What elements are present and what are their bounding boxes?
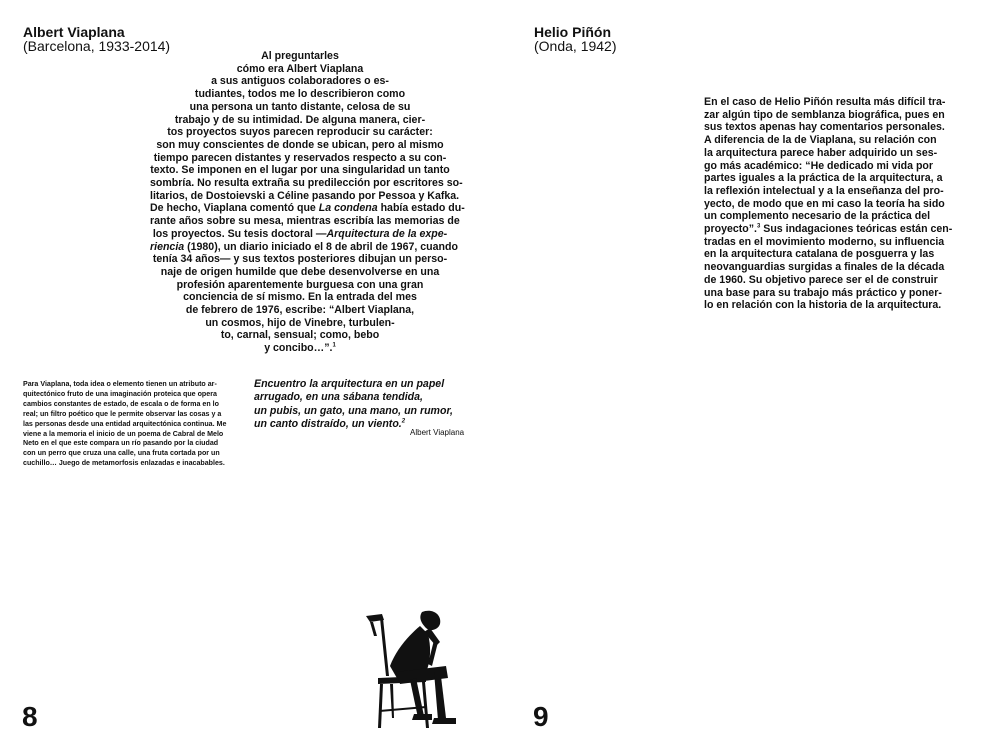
quote-line: arrugado, en una sábana tendida, (254, 391, 423, 404)
right-body-line (704, 185, 974, 198)
seated-figure-illustration (360, 606, 470, 730)
sidebar-line: Neto en el que este compara un río pasando por la ciudad (23, 439, 219, 448)
left-body-line (150, 279, 450, 292)
right-body-line (704, 287, 974, 300)
right-body-line (704, 134, 974, 147)
text-segment: texto. Se imponen en el lugar por una singularidad un tanto (150, 164, 450, 177)
text-segment: De hecho, Viaplana comentó que (150, 202, 319, 215)
left-body-line (150, 202, 465, 215)
text-segment: de febrero de 1976, escribe: “Albert Viaplana, (185, 304, 415, 317)
italic-title: Arquitectura de la expe- (326, 227, 448, 240)
text-segment: cómo era Albert Viaplana (236, 62, 364, 75)
text-segment: litarios, de Dostoievski a Céline pasando por Pessoa y Kafka. (150, 189, 460, 202)
text-segment: Al preguntarles (261, 50, 339, 62)
text-segment: naje de origen humilde que debe desenvolverse en una (160, 265, 440, 278)
text-segment: un cosmos, hijo de Vinebre, turbulen- (205, 316, 395, 329)
quote-line: un canto distraído, un viento.$^2$ (254, 417, 406, 430)
text-segment: rante años sobre su mesa, mientras escribía las memorias de (150, 215, 460, 228)
text-segment: to, carnal, sensual; como, bebo (220, 329, 380, 342)
sidebar-line: las personas desde una entidad arquitectónica continua. Me (23, 419, 227, 428)
left-body-line (150, 291, 450, 304)
left-body-line (150, 342, 450, 355)
quote-line: Encuentro la arquitectura en un papel (254, 378, 445, 390)
text-segment: tudiantes, todos me lo describieron como (194, 88, 406, 101)
left-body-line (150, 101, 450, 114)
right-body-line (704, 172, 974, 185)
left-body-line (150, 329, 450, 342)
text-segment: A diferencia de la de Viaplana, su relación con (704, 134, 937, 147)
sidebar-line: cuchillo… Juego de metamorfosis enlazadas e inacabables. (23, 459, 225, 468)
left-sidebar-text (23, 380, 245, 469)
text-segment: tradas en el movimiento moderno, su influencia (704, 235, 945, 248)
right-author-dates: (Onda, 1942) (534, 38, 617, 54)
sidebar-line: cambios constantes de estado, de escala o de forma en lo (23, 399, 219, 408)
text-segment: trabajo y de su intimidad. De alguna manera, cier- (174, 113, 426, 126)
seated-figure-icon (360, 606, 470, 730)
right-body-line (704, 274, 974, 287)
sidebar-line: con un perro que cruza una calle, una fruta cortada por un (23, 449, 220, 458)
sidebar-line: real; un filtro poético que le permite observar las cosas y a (23, 409, 222, 418)
left-body-line (150, 266, 450, 279)
left-body-line (150, 152, 450, 165)
text-segment: partes iguales a la práctica de la arquitectura, a (704, 172, 943, 185)
left-main-text (150, 50, 465, 355)
text-segment: zar algún tipo de semblanza biográfica, pues en (704, 108, 945, 121)
footnote-ref: 2 (401, 418, 406, 425)
right-main-text (704, 96, 974, 312)
text-segment: proyecto”. (704, 223, 757, 236)
text-segment: la reflexión intelectual y a la enseñanza del pro- (704, 184, 944, 197)
left-body-line (150, 50, 450, 63)
right-body-line (704, 261, 974, 274)
left-body-line (150, 189, 460, 203)
right-body-line (704, 109, 974, 122)
footnote-ref: 3 (756, 223, 761, 230)
text-segment: tenía 34 años— y sus textos posteriores dibujan un perso- (152, 253, 448, 266)
right-body-line (704, 236, 974, 249)
pull-quote (254, 378, 484, 431)
right-body-line (704, 147, 974, 160)
text-segment: (1980), un diario iniciado el 8 de abril de 1967, cuando (184, 240, 458, 253)
left-body-line (150, 177, 463, 190)
left-author-dates: (Barcelona, 1933-2014) (23, 38, 171, 54)
italic-title: La condena (318, 202, 378, 215)
sidebar-line: Para Viaplana, toda idea o elemento tienen un atributo ar- (23, 380, 217, 388)
text-segment: go más académico: “He dedicado mi vida por (704, 159, 934, 172)
left-body-line (150, 63, 450, 76)
left-body-line (150, 164, 450, 177)
left-body-line (150, 317, 450, 330)
right-body-line (704, 198, 974, 211)
left-body-line (150, 114, 450, 127)
text-segment: un complemento necesario de la práctica del (704, 210, 931, 223)
text-segment: sombría. No resulta extraña su predilección por escritores so- (150, 177, 463, 190)
text-segment: una persona un tanto distante, celosa de su (189, 100, 411, 113)
text-segment: yecto, de modo que en mi caso la teoría ha sido (704, 197, 945, 210)
left-body-line (150, 139, 450, 152)
sidebar-line: viene a la memoria el inicio de un poema de Cabral de Melo (23, 429, 224, 438)
text-segment: tos proyectos suyos parecen reproducir su carácter: (167, 126, 433, 139)
right-author-name: Helio Piñón (534, 24, 611, 40)
page-number-right: 9 (533, 701, 549, 732)
italic-title: riencia (150, 240, 185, 253)
quote-attribution: Albert Viaplana (410, 428, 465, 437)
text-segment: en la arquitectura catalana de posguerra y las (704, 248, 935, 261)
right-body-line (704, 96, 974, 109)
left-body-line (150, 75, 450, 88)
text-segment: una base para su trabajo más práctico y poner- (704, 286, 942, 299)
left-body-line (150, 304, 450, 317)
text-segment: neovanguardias surgidas a finales de la década (704, 261, 945, 274)
quote-line: un pubis, un gato, una mano, un rumor, (254, 404, 453, 417)
text-segment: sus textos apenas hay comentarios personales. (704, 121, 945, 134)
footnote-ref: 1 (332, 342, 336, 349)
sidebar-line: quitectónico fruto de una imaginación proteica que opera (23, 389, 217, 398)
right-body-line (704, 160, 974, 173)
left-author-name: Albert Viaplana (23, 24, 125, 40)
right-body-line (704, 299, 974, 312)
right-body-line (704, 248, 974, 261)
text-segment: profesión aparentemente burguesa con una gran (176, 278, 424, 291)
left-body-line (150, 215, 460, 228)
text-segment: de 1960. Su objetivo parece ser el de construir (704, 273, 938, 286)
right-body-line (704, 121, 974, 134)
text-segment: tiempo parecen distantes y reservados respecto a su con- (153, 151, 447, 164)
right-body-line (704, 210, 974, 223)
text-segment: Sus indagaciones teóricas están cen- (760, 223, 953, 236)
text-segment: la arquitectura parece haber adquirido un ses- (704, 146, 938, 159)
text-segment: y concibo…”. (264, 342, 333, 355)
left-body-line (150, 88, 450, 101)
text-segment: son muy conscientes de donde se ubican, pero al mismo (156, 138, 444, 151)
left-body-line (150, 240, 458, 254)
text-segment: conciencia de sí mismo. En la entrada del mes (183, 291, 417, 304)
text-segment: lo en relación con la historia de la arquitectura. (704, 299, 942, 312)
text-segment: a sus antiguos colaboradores o es- (211, 75, 389, 88)
left-body-line (150, 253, 450, 266)
text-segment: los proyectos. Su tesis doctoral — (152, 227, 327, 240)
text-segment: En el caso de Helio Piñón resulta más difícil tra- (704, 96, 946, 108)
left-body-line (150, 228, 450, 241)
left-body-line (150, 126, 450, 139)
right-body-line (704, 223, 974, 236)
page-number-left: 8 (22, 701, 38, 732)
text-segment: había estado du- (377, 202, 465, 215)
